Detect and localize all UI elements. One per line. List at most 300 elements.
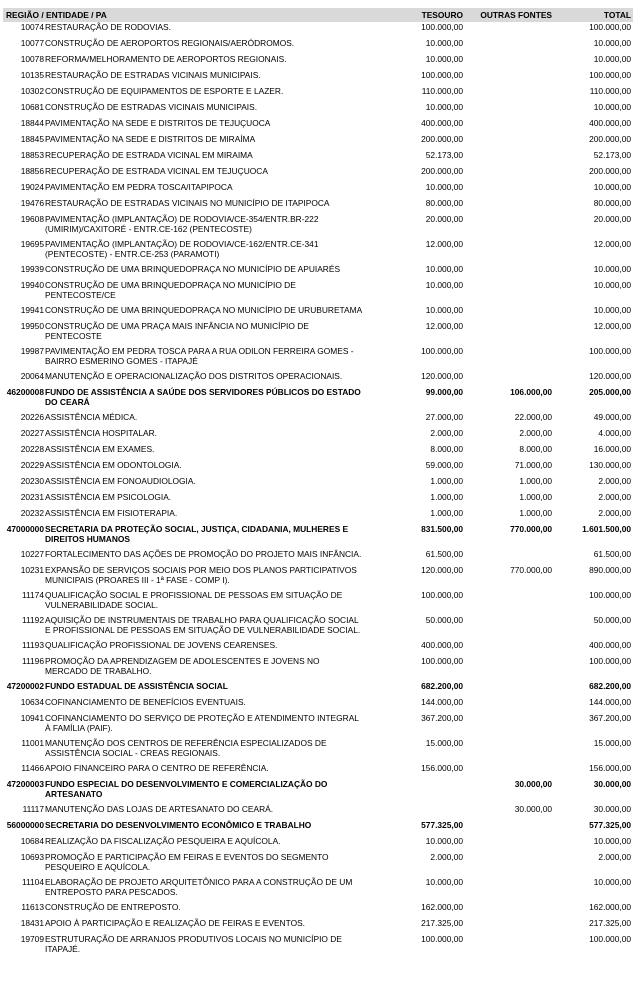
row-outras-fontes <box>465 738 554 763</box>
row-tesouro: 1.000,00 <box>430 492 464 502</box>
description-line: COFINANCIAMENTO DO SERVIÇO DE PROTEÇÃO E ATENDIMENTO INTEGRAL <box>45 713 359 723</box>
row-tesouro: 110.000,00 <box>421 86 464 96</box>
row-code: 10634 <box>20 697 44 707</box>
description-line: SECRETARIA DO DESENVOLVIMENTO ECONÔMICO E TRABALHO <box>45 820 312 830</box>
description-line: MUNICIPAIS (PROARES III - 1ª FASE - COMP I). <box>45 575 230 586</box>
row-description <box>45 70 395 86</box>
row-total: 30.000,00 <box>593 804 632 814</box>
description-line: RESTAURAÇÃO DE ESTRADAS VICINAIS NO MUNICÍPIO DE ITAPIPOCA <box>45 198 330 208</box>
description-line: PAVIMENTAÇÃO NA SEDE E DISTRITOS DE MIRAÍMA <box>45 134 256 144</box>
row-description <box>45 239 395 264</box>
row-total: 80.000,00 <box>593 198 632 208</box>
description-line: DO CEARÁ <box>45 397 90 408</box>
row-code: 46200008 <box>6 387 44 397</box>
table-row <box>3 70 633 86</box>
row-outras-fontes: 30.000,00 <box>514 804 553 814</box>
row-tesouro: 1.000,00 <box>430 476 464 486</box>
row-total: 52.173,00 <box>593 150 632 160</box>
row-tesouro: 400.000,00 <box>421 118 464 128</box>
row-description <box>45 134 395 150</box>
row-total: 110.000,00 <box>589 86 632 96</box>
description-line: FUNDO ESPECIAL DO DESENVOLVIMENTO E COMERCIALIZAÇÃO DO <box>45 779 328 789</box>
row-tesouro: 52.173,00 <box>425 150 464 160</box>
row-description <box>45 428 395 444</box>
table-body <box>3 22 633 959</box>
row-tesouro: 10.000,00 <box>425 264 464 274</box>
table-row <box>3 86 633 102</box>
table-row <box>3 321 633 346</box>
row-outras-fontes <box>465 549 554 565</box>
row-tesouro: 400.000,00 <box>421 640 464 650</box>
row-tesouro: 12.000,00 <box>425 239 464 249</box>
description-line: APOIO À PARTICIPAÇÃO E REALIZAÇÃO DE FEIRAS E EVENTOS. <box>45 918 305 928</box>
row-outras-fontes: 1.000,00 <box>519 508 553 518</box>
row-outras-fontes: 1.000,00 <box>519 492 553 502</box>
row-description <box>45 86 395 102</box>
row-outras-fontes <box>465 182 554 198</box>
row-tesouro: 100.000,00 <box>421 22 464 32</box>
row-code: 19950 <box>20 321 44 331</box>
table-row <box>3 508 633 524</box>
row-tesouro: 99.000,00 <box>425 387 464 397</box>
row-total: 100.000,00 <box>589 70 632 80</box>
row-tesouro: 10.000,00 <box>425 182 464 192</box>
row-tesouro: 12.000,00 <box>425 321 464 331</box>
description-line: RECUPERAÇÃO DE ESTRADA VICINAL EM TEJUÇUOCA <box>45 166 268 176</box>
row-total: 100.000,00 <box>589 656 632 666</box>
row-description <box>45 836 395 852</box>
description-line: SECRETARIA DA PROTEÇÃO SOCIAL, JUSTIÇA, CIDADANIA, MULHERES E <box>45 524 349 534</box>
description-line: MERCADO DE TRABALHO. <box>45 666 152 677</box>
row-outras-fontes <box>465 836 554 852</box>
row-description <box>45 102 395 118</box>
row-total: 2.000,00 <box>598 508 632 518</box>
row-tesouro: 27.000,00 <box>425 412 464 422</box>
row-total: 144.000,00 <box>589 697 632 707</box>
table-row <box>3 804 633 820</box>
row-description <box>45 804 395 820</box>
row-tesouro: 120.000,00 <box>421 565 464 575</box>
row-outras-fontes <box>465 346 554 371</box>
row-code: 19987 <box>20 346 44 356</box>
description-line: FUNDO DE ASSISTÊNCIA A SAÚDE DOS SERVIDORES PÚBLICOS DO ESTADO <box>45 387 361 397</box>
description-line: ARTESANATO <box>45 789 103 800</box>
description-line: REALIZAÇÃO DA FISCALIZAÇÃO PESQUEIRA E AQUÍCOLA. <box>45 836 281 846</box>
description-line: DIREITOS HUMANOS <box>45 534 130 545</box>
row-code: 10684 <box>20 836 44 846</box>
row-code: 18431 <box>20 918 44 928</box>
row-code: 10077 <box>20 38 44 48</box>
row-outras-fontes <box>465 371 554 387</box>
row-total: 10.000,00 <box>593 280 632 290</box>
row-outras-fontes <box>465 214 554 239</box>
row-tesouro: 10.000,00 <box>425 38 464 48</box>
row-tesouro: 156.000,00 <box>421 763 464 773</box>
row-code: 10074 <box>20 22 44 32</box>
description-line: CONSTRUÇÃO DE UMA PRAÇA MAIS INFÂNCIA NO MUNICÍPIO DE <box>45 321 309 331</box>
table-row <box>3 54 633 70</box>
row-description <box>45 198 395 214</box>
table-row <box>3 590 633 615</box>
row-code: 20226 <box>20 412 44 422</box>
description-line: PAVIMENTAÇÃO EM PEDRA TOSCA/ITAPIPOCA <box>45 182 233 192</box>
row-total: 12.000,00 <box>593 321 632 331</box>
row-description <box>45 918 395 934</box>
row-total: 10.000,00 <box>593 38 632 48</box>
row-code: 11117 <box>22 804 44 814</box>
table-row <box>3 697 633 713</box>
row-description <box>45 54 395 70</box>
row-code: 10693 <box>20 852 44 862</box>
row-tesouro: 8.000,00 <box>430 444 464 454</box>
description-line: FORTALECIMENTO DAS AÇÕES DE PROMOÇÃO DO PROJETO MAIS INFÂNCIA. <box>45 549 362 559</box>
row-total: 15.000,00 <box>593 738 632 748</box>
row-total: 10.000,00 <box>593 182 632 192</box>
row-total: 100.000,00 <box>589 590 632 600</box>
row-description <box>45 656 395 681</box>
row-tesouro: 100.000,00 <box>421 934 464 944</box>
row-total: 10.000,00 <box>593 54 632 64</box>
row-outras-fontes <box>465 86 554 102</box>
table-row <box>3 182 633 198</box>
row-description <box>45 697 395 713</box>
row-code: 10135 <box>20 70 44 80</box>
row-description <box>45 779 395 804</box>
row-outras-fontes: 1.000,00 <box>519 476 553 486</box>
table-row <box>3 565 633 590</box>
row-outras-fontes <box>465 877 554 902</box>
row-code: 10302 <box>20 86 44 96</box>
row-description <box>45 549 395 565</box>
row-description <box>45 508 395 524</box>
row-code: 10941 <box>20 713 44 723</box>
row-total: 100.000,00 <box>589 346 632 356</box>
row-outras-fontes <box>465 305 554 321</box>
row-code: 18844 <box>20 118 44 128</box>
description-line: PAVIMENTAÇÃO NA SEDE E DISTRITOS DE TEJUÇUOCA <box>45 118 271 128</box>
row-tesouro <box>395 804 465 820</box>
description-line: PROMOÇÃO E PARTICIPAÇÃO EM FEIRAS E EVENTOS DO SEGMENTO <box>45 852 329 862</box>
table-row <box>3 836 633 852</box>
table-row <box>3 492 633 508</box>
row-code: 20229 <box>20 460 44 470</box>
description-line: PAVIMENTAÇÃO (IMPLANTAÇÃO) DE RODOVIA/CE-354/ENTR.BR-222 <box>45 214 319 224</box>
row-code: 11192 <box>21 615 44 625</box>
row-code: 20230 <box>20 476 44 486</box>
description-line: PENTECOSTE <box>45 331 102 342</box>
row-tesouro: 100.000,00 <box>421 656 464 666</box>
description-line: COFINANCIAMENTO DE BENEFÍCIOS EVENTUAIS. <box>45 697 246 707</box>
row-description <box>45 182 395 198</box>
description-line: CONSTRUÇÃO DE ENTREPOSTO. <box>45 902 181 912</box>
row-tesouro: 15.000,00 <box>425 738 464 748</box>
row-total: 120.000,00 <box>589 371 632 381</box>
row-total: 12.000,00 <box>593 239 632 249</box>
entity-row <box>3 779 633 804</box>
row-code: 19941 <box>20 305 44 315</box>
description-line: MANUTENÇÃO DAS LOJAS DE ARTESANATO DO CEARÁ. <box>45 804 274 814</box>
row-code: 11196 <box>21 656 44 666</box>
row-tesouro: 10.000,00 <box>425 836 464 846</box>
row-code: 19939 <box>20 264 44 274</box>
row-outras-fontes <box>465 134 554 150</box>
row-outras-fontes <box>465 321 554 346</box>
row-outras-fontes <box>465 640 554 656</box>
table-row <box>3 460 633 476</box>
row-code: 19476 <box>20 198 44 208</box>
row-description <box>45 713 395 738</box>
row-tesouro: 831.500,00 <box>421 524 464 534</box>
row-code: 47200003 <box>6 779 44 789</box>
row-description <box>45 460 395 476</box>
table-row <box>3 918 633 934</box>
description-line: EXPANSÃO DE SERVIÇOS SOCIAIS POR MEIO DOS PLANOS PARTICIPATIVOS <box>45 565 357 575</box>
row-outras-fontes: 770.000,00 <box>510 524 553 534</box>
row-outras-fontes <box>465 198 554 214</box>
table-row <box>3 615 633 640</box>
row-total: 1.601.500,00 <box>582 524 632 534</box>
description-line: ELABORAÇÃO DE PROJETO ARQUITETÔNICO PARA A CONSTRUÇÃO DE UM <box>45 877 353 887</box>
row-description <box>45 852 395 877</box>
row-total: 130.000,00 <box>589 460 632 470</box>
row-total: 2.000,00 <box>598 852 632 862</box>
row-tesouro: 144.000,00 <box>421 697 464 707</box>
table-row <box>3 239 633 264</box>
row-code: 19024 <box>20 182 44 192</box>
row-code: 19608 <box>20 214 44 224</box>
row-outras-fontes: 22.000,00 <box>514 412 553 422</box>
row-tesouro: 61.500,00 <box>425 549 464 559</box>
row-code: 18853 <box>20 150 44 160</box>
row-description <box>45 444 395 460</box>
row-description <box>45 476 395 492</box>
row-description <box>45 118 395 134</box>
row-description <box>45 820 395 836</box>
row-outras-fontes <box>465 902 554 918</box>
description-line: ASSISTÊNCIA SOCIAL - CREAS REGIONAIS. <box>45 748 221 759</box>
row-description <box>45 264 395 280</box>
description-line: PROMOÇÃO DA APRENDIZAGEM DE ADOLESCENTES E JOVENS NO <box>45 656 320 666</box>
row-total: 217.325,00 <box>589 918 632 928</box>
table-row <box>3 22 633 38</box>
row-outras-fontes <box>465 820 554 836</box>
entity-row <box>3 681 633 697</box>
row-description <box>45 321 395 346</box>
table-row <box>3 640 633 656</box>
table-header <box>3 8 633 22</box>
description-line: ASSISTÊNCIA EM EXAMES. <box>45 444 155 454</box>
row-total: 2.000,00 <box>598 476 632 486</box>
row-tesouro: 59.000,00 <box>425 460 464 470</box>
table-row <box>3 150 633 166</box>
description-line: RECUPERAÇÃO DE ESTRADA VICINAL EM MIRAIMA <box>45 150 253 160</box>
row-outras-fontes: 30.000,00 <box>514 779 553 789</box>
row-tesouro: 577.325,00 <box>421 820 464 830</box>
description-line: CONSTRUÇÃO DE AEROPORTOS REGIONAIS/AERÓDROMOS. <box>45 38 295 48</box>
row-tesouro: 10.000,00 <box>425 280 464 290</box>
row-total: 100.000,00 <box>589 22 632 32</box>
description-line: BAIRRO ESMERINO GOMES - ITAPAJÉ <box>45 356 198 367</box>
row-total: 205.000,00 <box>589 387 632 397</box>
header-tesouro: TESOURO <box>395 8 465 22</box>
row-description <box>45 166 395 182</box>
description-line: (UMIRIM)/CAXITORÉ - ENTR.CE-162 (PENTECOSTE) <box>45 224 252 235</box>
row-outras-fontes <box>465 22 554 38</box>
row-tesouro: 2.000,00 <box>430 428 464 438</box>
row-code: 11001 <box>21 738 44 748</box>
row-tesouro <box>395 779 465 804</box>
table-row <box>3 118 633 134</box>
row-description <box>45 524 395 549</box>
row-description <box>45 738 395 763</box>
row-total: 100.000,00 <box>589 934 632 944</box>
row-total: 10.000,00 <box>593 305 632 315</box>
row-description <box>45 280 395 305</box>
row-tesouro: 10.000,00 <box>425 877 464 887</box>
row-description <box>45 640 395 656</box>
description-line: APOIO FINANCEIRO PARA O CENTRO DE REFERÊNCIA. <box>45 763 269 773</box>
row-tesouro: 162.000,00 <box>421 902 464 912</box>
description-line: CONSTRUÇÃO DE UMA BRINQUEDOPRAÇA NO MUNICÍPIO DE URUBURETAMA <box>45 305 363 315</box>
description-line: CONSTRUÇÃO DE UMA BRINQUEDOPRAÇA NO MUNICÍPIO DE <box>45 280 296 290</box>
table-row <box>3 934 633 959</box>
description-line: MANUTENÇÃO DOS CENTROS DE REFERÊNCIA ESPECIALIZADOS DE <box>45 738 327 748</box>
row-outras-fontes <box>465 852 554 877</box>
description-line: RESTAURAÇÃO DE RODOVIAS. <box>45 22 171 32</box>
row-outras-fontes <box>465 264 554 280</box>
row-code: 18856 <box>20 166 44 176</box>
entity-row <box>3 524 633 549</box>
table-row <box>3 166 633 182</box>
description-line: ASSISTÊNCIA EM PSICOLOGIA. <box>45 492 172 502</box>
row-code: 20227 <box>20 428 44 438</box>
table-row <box>3 738 633 763</box>
row-tesouro: 100.000,00 <box>421 346 464 356</box>
row-code: 11104 <box>21 877 44 887</box>
description-line: ASSISTÊNCIA MÉDICA. <box>45 412 138 422</box>
row-outras-fontes <box>465 38 554 54</box>
row-tesouro: 100.000,00 <box>421 70 464 80</box>
row-description <box>45 150 395 166</box>
row-code: 20231 <box>20 492 44 502</box>
row-total: 20.000,00 <box>593 214 632 224</box>
row-tesouro: 80.000,00 <box>425 198 464 208</box>
description-line: CONSTRUÇÃO DE ESTRADAS VICINAIS MUNICIPAIS. <box>45 102 258 112</box>
description-line: ASSISTÊNCIA EM FONOAUDIOLOGIA. <box>45 476 196 486</box>
header-outras-fontes: OUTRAS FONTES <box>465 8 554 22</box>
row-code: 19940 <box>20 280 44 290</box>
header-region: REGIÃO / ENTIDADE / PA <box>3 8 395 22</box>
description-line: RESTAURAÇÃO DE ESTRADAS VICINAIS MUNICIPAIS. <box>45 70 261 80</box>
row-description <box>45 492 395 508</box>
row-outras-fontes <box>465 239 554 264</box>
row-outras-fontes <box>465 615 554 640</box>
description-line: ASSISTÊNCIA EM FISIOTERAPIA. <box>45 508 178 518</box>
row-code: 19695 <box>20 239 44 249</box>
table-row <box>3 412 633 428</box>
row-total: 890.000,00 <box>589 565 632 575</box>
table-row <box>3 549 633 565</box>
row-outras-fontes: 770.000,00 <box>510 565 553 575</box>
description-line: PESQUEIRO E AQUÍCOLA. <box>45 862 151 873</box>
description-line: VULNERABILIDADE SOCIAL. <box>45 600 159 611</box>
row-tesouro: 120.000,00 <box>421 371 464 381</box>
row-total: 577.325,00 <box>589 820 632 830</box>
table-row <box>3 852 633 877</box>
row-code: 56000000 <box>6 820 44 830</box>
row-outras-fontes <box>465 934 554 959</box>
row-description <box>45 346 395 371</box>
description-line: QUALIFICAÇÃO SOCIAL E PROFISSIONAL DE PESSOAS EM SITUAÇÃO DE <box>45 590 343 600</box>
row-description <box>45 590 395 615</box>
table-row <box>3 346 633 371</box>
row-total: 10.000,00 <box>593 264 632 274</box>
row-code: 10227 <box>20 549 44 559</box>
row-tesouro: 100.000,00 <box>421 590 464 600</box>
table-row <box>3 902 633 918</box>
row-description <box>45 565 395 590</box>
row-code: 19709 <box>20 934 44 944</box>
description-line: CONSTRUÇÃO DE EQUIPAMENTOS DE ESPORTE E LAZER. <box>45 86 284 96</box>
row-total: 2.000,00 <box>598 492 632 502</box>
row-total: 4.000,00 <box>598 428 632 438</box>
table-row <box>3 305 633 321</box>
description-line: À FAMÍLIA (PAIF). <box>45 723 113 734</box>
row-tesouro: 200.000,00 <box>421 134 464 144</box>
description-line: ASSISTÊNCIA HOSPITALAR. <box>45 428 158 438</box>
table-row <box>3 264 633 280</box>
row-code: 10231 <box>20 565 44 575</box>
row-outras-fontes: 8.000,00 <box>519 444 553 454</box>
row-tesouro: 2.000,00 <box>430 852 464 862</box>
row-outras-fontes <box>465 713 554 738</box>
description-line: MANUTENÇÃO E OPERACIONALIZAÇÃO DOS DISTRITOS OPERACIONAIS. <box>45 371 343 381</box>
row-description <box>45 214 395 239</box>
description-line: ASSISTÊNCIA EM ODONTOLOGIA. <box>45 460 182 470</box>
row-outras-fontes: 71.000,00 <box>514 460 553 470</box>
row-code: 10681 <box>20 102 44 112</box>
row-description <box>45 681 395 697</box>
row-code: 11466 <box>21 763 44 773</box>
row-tesouro: 367.200,00 <box>421 713 464 723</box>
table-row <box>3 214 633 239</box>
row-total: 367.200,00 <box>589 713 632 723</box>
row-tesouro: 682.200,00 <box>421 681 464 691</box>
table-row <box>3 38 633 54</box>
row-tesouro: 50.000,00 <box>425 615 464 625</box>
description-line: CONSTRUÇÃO DE UMA BRINQUEDOPRAÇA NO MUNICÍPIO DE APUIARÉS <box>45 264 341 274</box>
row-code: 10078 <box>20 54 44 64</box>
description-line: ITAPAJÉ. <box>45 944 81 955</box>
entity-row <box>3 387 633 412</box>
row-description <box>45 22 395 38</box>
row-description <box>45 615 395 640</box>
description-line: AQUISIÇÃO DE INSTRUMENTAIS DE TRABALHO PARA QUALIFICAÇÃO SOCIAL <box>45 615 359 625</box>
row-total: 200.000,00 <box>589 134 632 144</box>
row-total: 400.000,00 <box>589 640 632 650</box>
row-code: 20228 <box>20 444 44 454</box>
budget-table <box>3 8 633 959</box>
row-outras-fontes <box>465 697 554 713</box>
row-tesouro: 10.000,00 <box>425 305 464 315</box>
row-tesouro: 10.000,00 <box>425 102 464 112</box>
row-outras-fontes <box>465 166 554 182</box>
row-code: 18845 <box>20 134 44 144</box>
row-total: 61.500,00 <box>593 549 632 559</box>
row-description <box>45 387 395 412</box>
row-description <box>45 763 395 779</box>
row-code: 11193 <box>21 640 44 650</box>
